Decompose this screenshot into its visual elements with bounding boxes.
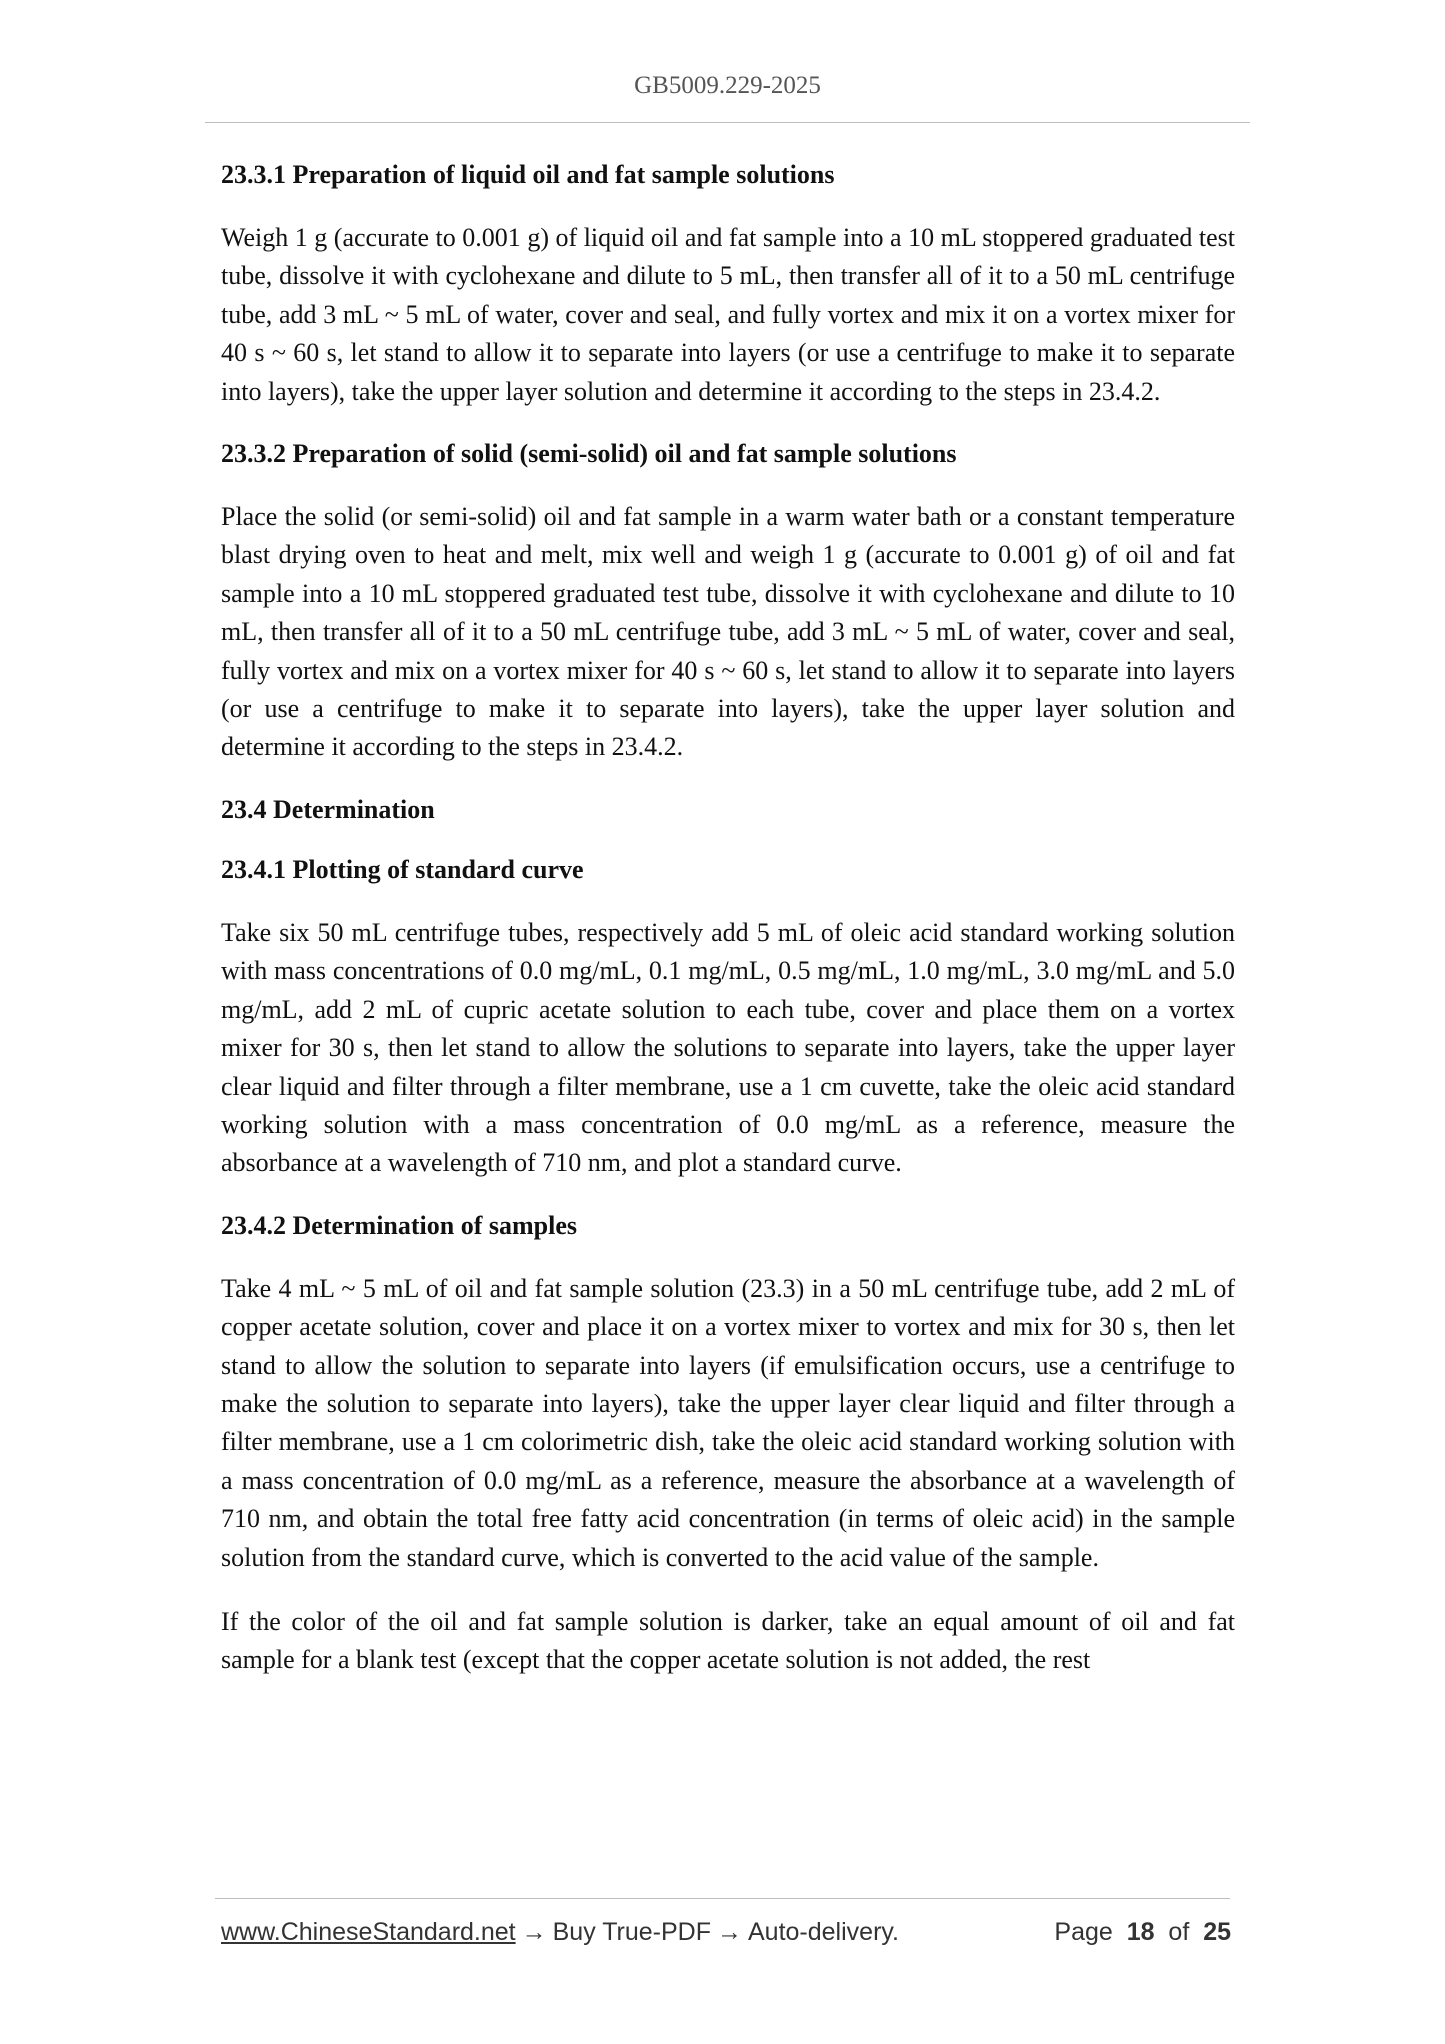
page-indicator xyxy=(1054,1918,1231,1947)
header-divider xyxy=(205,122,1250,123)
footer-promo xyxy=(221,1918,899,1947)
section-heading-23-4-2: 23.4.2 Determination of samples xyxy=(221,1210,578,1240)
right-arrow-icon: → xyxy=(717,1918,742,1946)
paragraph-23-4-2-main: Take 4 mL ~ 5 mL of oil and fat sample solution (23.3) in a 50 mL centrifuge tube, add 2 mL of copper acetate solution, cover and place it on a vortex mixer to vortex and mix for 30 s, then let stand to allow the solution to separate into layers (if emulsification occurs, use a centrifuge to make the solution to separate into layers), take the upper layer clear liquid and filter through a filter membrane, use a 1 cm colorimetric dish, take the oleic acid standard working solution with a mass concentration of 0.0 mg/mL as a reference, measure the absorbance at a wavelength of 710 nm, and obtain the total free fatty acid concentration (in terms of oleic acid) in the sample solution from the standard curve, which is converted to the acid value of the sample. xyxy=(221,1273,1235,1572)
page-of-label: of xyxy=(1168,1918,1190,1946)
footer-buy-text: Buy True-PDF xyxy=(552,1918,711,1946)
page-total-number: 25 xyxy=(1203,1918,1231,1946)
page-current-number: 18 xyxy=(1126,1918,1155,1946)
footer-divider xyxy=(215,1898,1230,1899)
paragraph-23-3-1: Weigh 1 g (accurate to 0.001 g) of liquid oil and fat sample into a 10 mL stoppered graduated test tube, dissolve it with cyclohexane and dilute to 5 mL, then transfer all of it to a 50 mL centrifuge tube, add 3 mL ~ 5 mL of water, cover and seal, and fully vortex and mix it on a vortex mixer for 40 s ~ 60 s, let stand to allow it to separate into layers (or use a centrifuge to make it to separate into layers), take the upper layer solution and determine it according to the steps in 23.4.2. xyxy=(221,223,1235,406)
page-header-standard-number: GB5009.229-2025 xyxy=(634,72,821,99)
paragraph-23-3-2: Place the solid (or semi-solid) oil and fat sample in a warm water bath or a constant temperature blast drying oven to heat and melt, mix well and weigh 1 g (accurate to 0.001 g) of oil and fat sample into a 10 mL stoppered graduated test tube, dissolve it with cyclohexane and dilute to 10 mL, then transfer all of it to a 50 mL centrifuge tube, add 3 mL ~ 5 mL of water, cover and seal, fully vortex and mix on a vortex mixer for 40 s ~ 60 s, let stand to allow it to separate into layers (or use a centrifuge to make it to separate into layers), take the upper layer solution and determine it according to the steps in 23.4.2. xyxy=(221,502,1235,762)
section-heading-23-4: 23.4 Determination xyxy=(221,794,435,824)
footer-site-link[interactable]: www.ChineseStandard.net xyxy=(221,1918,516,1946)
section-heading-23-4-1: 23.4.1 Plotting of standard curve xyxy=(221,854,584,884)
page-footer xyxy=(221,1918,1231,1947)
footer-delivery-text: Auto-delivery. xyxy=(748,1918,899,1946)
right-arrow-icon: → xyxy=(521,1918,547,1946)
section-heading-23-3-2: 23.3.2 Preparation of solid (semi-solid) oil and fat sample solutions xyxy=(221,439,957,469)
section-heading-23-3-1: 23.3.1 Preparation of liquid oil and fat sample solutions xyxy=(221,160,835,189)
document-body xyxy=(221,158,1235,1680)
page-label: Page xyxy=(1054,1918,1113,1946)
paragraph-23-4-2-blank-test: If the color of the oil and fat sample solution is darker, take an equal amount of oil and fat sample for a blank test (except that the copper acetate solution is not added, the rest xyxy=(221,1606,1235,1675)
paragraph-23-4-1: Take six 50 mL centrifuge tubes, respectively add 5 mL of oleic acid standard working solution with mass concentrations of 0.0 mg/mL, 0.1 mg/mL, 0.5 mg/mL, 1.0 mg/mL, 3.0 mg/mL and 5.0 mg/mL, add 2 mL of cupric acetate solution to each tube, cover and place them on a vortex mixer for 30 s, then let stand to allow the solutions to separate into layers, take the upper layer clear liquid and filter through a filter membrane, use a 1 cm cuvette, take the oleic acid standard working solution with a mass concentration of 0.0 mg/mL as a reference, measure the absorbance at a wavelength of 710 nm, and plot a standard curve. xyxy=(221,917,1235,1178)
